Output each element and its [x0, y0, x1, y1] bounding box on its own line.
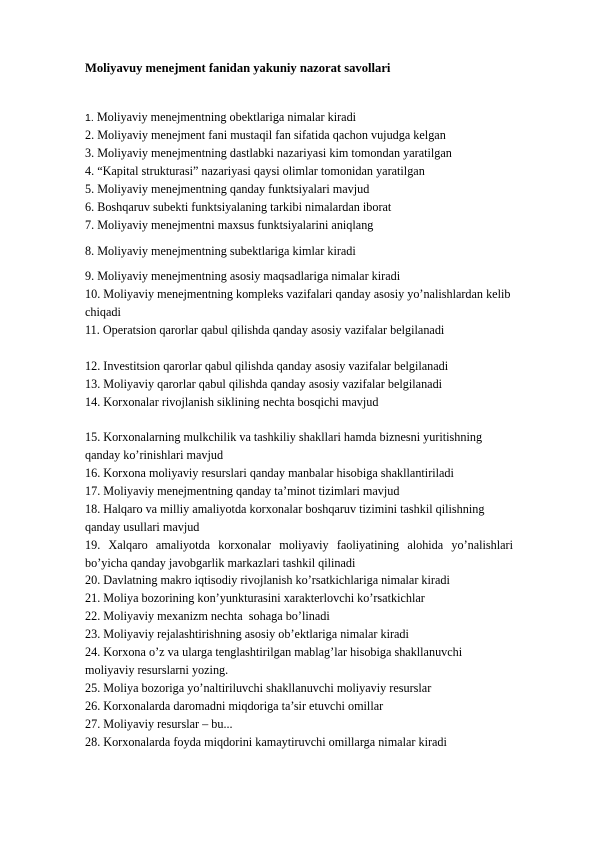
question-19: 19. Xalqaro amaliyotda korxonalar moliyaviy faoliyatining alohida yo’nalishlari bo’yicha qanday javobgarlik markazlari tashkil qilinadi — [85, 538, 513, 570]
page-title: Moliyavuy menejment fanidan yakuniy nazorat savollari — [85, 61, 391, 75]
question-4: 4. “Kapital strukturasi” nazariyasi qaysi olimlar tomonidan yaratilgan — [85, 164, 425, 178]
question-28: 28. Korxonalarda foyda miqdorini kamaytiruvchi omillarga nimalar kiradi — [85, 735, 447, 749]
question-9: 9. Moliyaviy menejmentning asosiy maqsadlariga nimalar kiradi — [85, 269, 401, 283]
question-2: 2. Moliyaviy menejment fani mustaqil fan sifatida qachon vujudga kelgan — [85, 128, 446, 142]
question-27: 27. Moliyaviy resurslar – bu... — [85, 717, 233, 731]
question-1 — [85, 109, 513, 128]
question-14: 14. Korxonalar rivojlanish siklining nechta bosqichi mavjud — [85, 395, 379, 409]
question-8: 8. Moliyaviy menejmentning subektlariga kimlar kiradi — [85, 244, 356, 258]
question-22: 22. Moliyaviy mexanizm nechta sohaga bo’linadi — [85, 609, 330, 623]
question-7: 7. Moliyaviy menejmentni maxsus funktsiyalarini aniqlang — [85, 218, 374, 232]
question-13: 13. Moliyaviy qarorlar qabul qilishda qanday asosiy vazifalar belgilanadi — [85, 377, 443, 391]
question-15: 15. Korxonalarning mulkchilik va tashkiliy shakllari hamda biznesni yuritishning qanday ko’rinishlari mavjud — [85, 430, 483, 462]
question-11: 11. Operatsion qarorlar qabul qilishda qanday asosiy vazifalar belgilanadi — [85, 323, 445, 337]
question-3: 3. Moliyaviy menejmentning dastlabki nazariyasi kim tomondan yaratilgan — [85, 146, 452, 160]
question-25: 25. Moliya bozoriga yo’naltiriluvchi shakllanuvchi moliyaviy resurslar — [85, 681, 432, 695]
question-5: 5. Moliyaviy menejmentning qanday funktsiyalari mavjud — [85, 182, 370, 196]
question-18: 18. Halqaro va milliy amaliyotda korxonalar boshqaruv tizimini tashkil qilishning qanday usullari mavjud — [85, 502, 485, 534]
question-17: 17. Moliyaviy menejmentning qanday ta’minot tizimlari mavjud — [85, 484, 400, 498]
question-6: 6. Boshqaruv subekti funktsiyalaning tarkibi nimalardan iborat — [85, 200, 392, 214]
question-26: 26. Korxonalarda daromadni miqdoriga ta’sir etuvchi omillar — [85, 699, 384, 713]
question-1-text: Moliyaviy menejmentning obektlariga nimalar kiradi — [93, 110, 357, 124]
question-20: 20. Davlatning makro iqtisodiy rivojlanish ko’rsatkichlariga nimalar kiradi — [85, 573, 450, 587]
question-1-number: 1. — [85, 112, 94, 124]
question-24: 24. Korxona o’z va ularga tenglashtirilgan mablag’lar hisobiga shakllanuvchi moliyaviy resurslarni yozing. — [85, 645, 463, 677]
question-10: 10. Moliyaviy menejmentning kompleks vazifalari qanday asosiy yo’nalishlardan kelib chiqadi — [85, 287, 511, 319]
question-23: 23. Moliyaviy rejalashtirishning asosiy ob’ektlariga nimalar kiradi — [85, 627, 409, 641]
question-21: 21. Moliya bozorining kon’yunkturasini xarakterlovchi ko’rsatkichlar — [85, 591, 425, 605]
question-16: 16. Korxona moliyaviy resurslari qanday manbalar hisobiga shakllantiriladi — [85, 466, 454, 480]
question-12: 12. Investitsion qarorlar qabul qilishda qanday asosiy vazifalar belgilanadi — [85, 359, 449, 373]
